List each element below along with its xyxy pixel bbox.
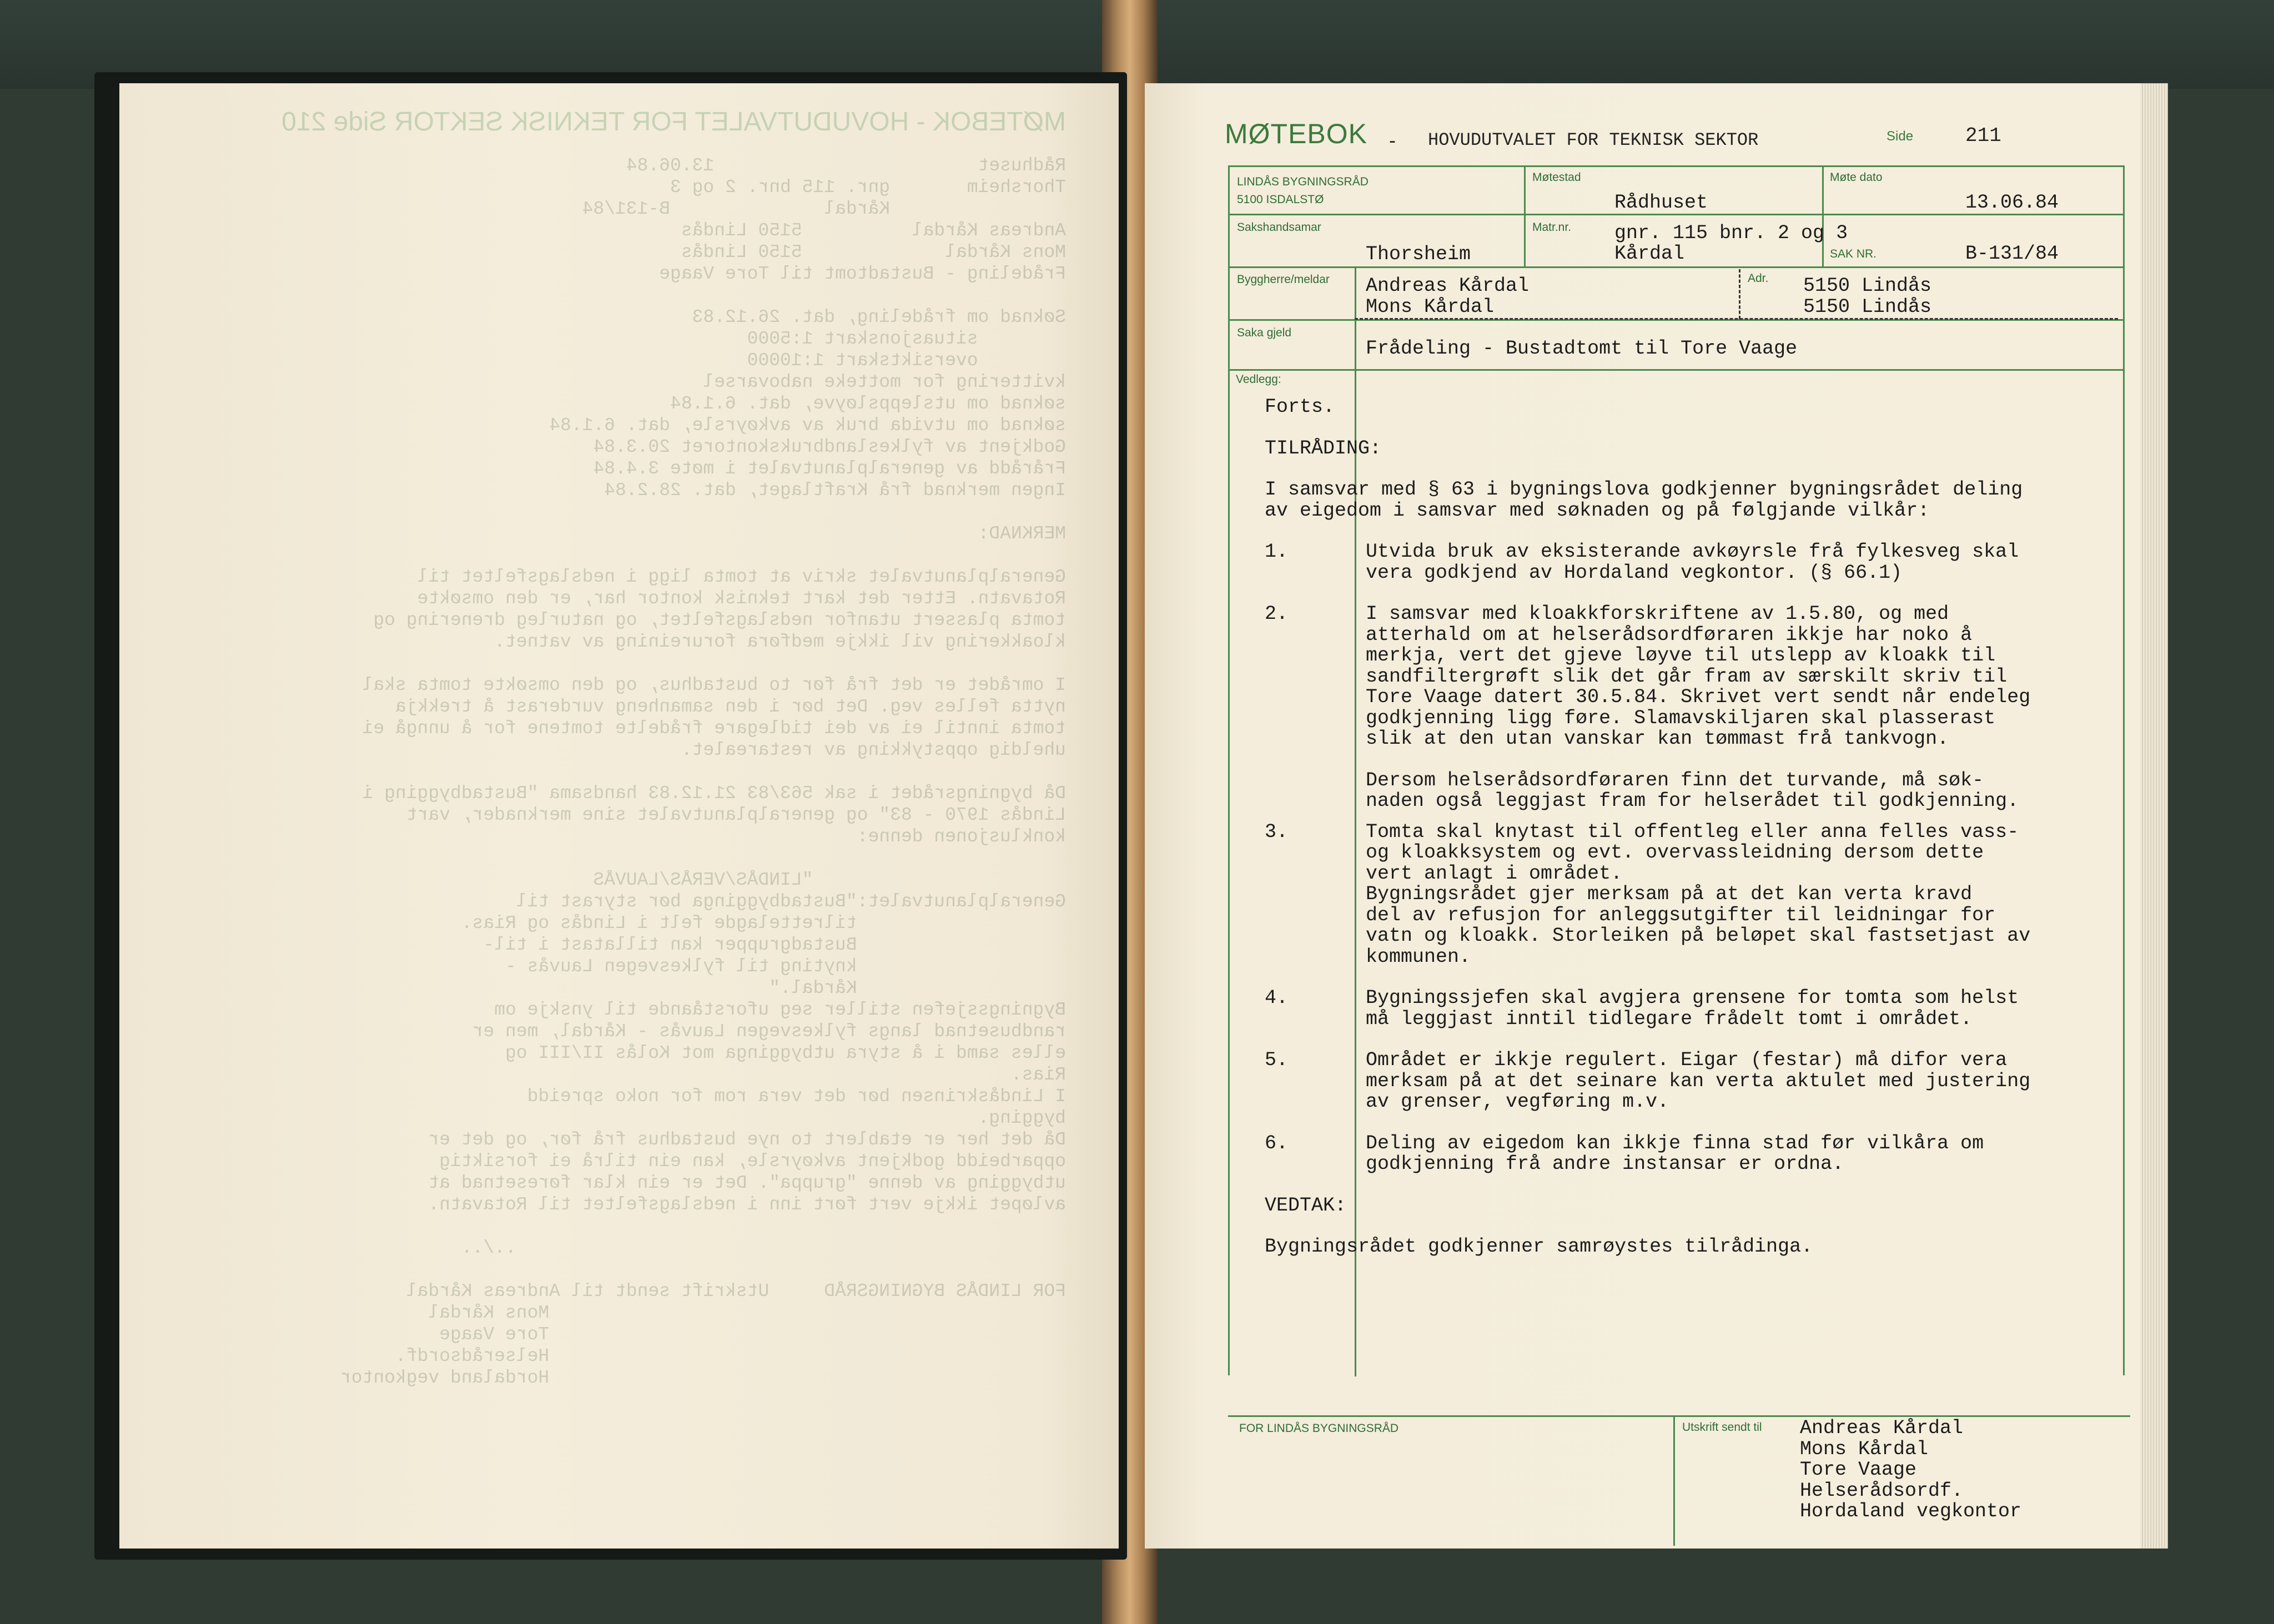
page-number: 211: [1965, 124, 2001, 147]
ghost-line: [155, 501, 1066, 523]
ghost-line: søknad om utvida bruk av avkøyrsle, dat. 6.1.84: [549, 415, 1066, 436]
ghost-line: tomta inntil ei av dei tidlegare frådelte tomtene for å unngå ei: [362, 718, 1066, 739]
ghost-line: Andreas Kårdal 5150 Lindås: [681, 220, 1066, 241]
ghost-line: Då bygningsrådet i sak 563/83 21.12.83 handsama "Bustadbygging i: [362, 783, 1066, 804]
recipient-item: Hordaland vegkontor: [1800, 1500, 2022, 1522]
decision-heading: VEDTAK:: [1265, 1194, 1347, 1217]
address-label: Adr.: [1748, 272, 1769, 285]
attachments-label: Vedlegg:: [1236, 373, 1281, 386]
ghost-line: Generalplanutvalet skriv at tomta ligg i nedslagsfeltet til: [417, 567, 1066, 587]
ghost-line: Frårådd av generalplanutvalet i møte 3.4.84: [593, 458, 1066, 479]
ghost-line: [155, 848, 1066, 869]
applicant-2: Mons Kårdal: [1366, 296, 1495, 318]
ghost-line: Kårdal.": [769, 978, 1066, 998]
ghost-line: Kårdal B-131/84: [582, 199, 1066, 219]
condition-1-text: Utvida bruk av eksisterande avkøyrsle frå fylkesveg skal vera godkjend av Hordaland vegkontor. (§ 66.1): [1366, 541, 2019, 584]
ghost-line: Tore Vaage: [439, 1324, 1066, 1345]
form-line-1: [1228, 214, 2123, 215]
ghost-line: konklusjonen denne:: [857, 826, 1066, 847]
ghost-line: kvittering for motteke nabovarsel: [703, 372, 1066, 392]
condition-6-number: 6.: [1265, 1132, 1289, 1154]
ghost-title: MØTEBOK - HOVUDUTVALET FOR TEKNISK SEKTOR Side 210: [281, 107, 1066, 137]
condition-2-extra: Dersom helserådsordføraren finn det turvande, må søk- naden også leggjast fram for helserådet til godkjenning.: [1366, 769, 2019, 812]
meeting-place-label: Møtestad: [1532, 171, 1581, 184]
applicant-1: Andreas Kårdal: [1366, 275, 1530, 297]
bleed-through-text: [155, 107, 1066, 1532]
recipient-item: Andreas Kårdal: [1800, 1417, 1964, 1439]
condition-2-text: I samsvar med kloakkforskriftene av 1.5.80, og med atterhald om at helserådsordføraren ikkje har noko å merkja, vert det gjeve løyve til utslepp av kloakk til sandfiltergrøft slik det går fram av særskilt skriv til Tore Vaage datert 30.5.84. Skrivet vert sendt når endeleg godkjenning ligg føre. Slamavskiljaren skal plasserast slik at den utan vanskar kan tømmast frå tankvogn.: [1366, 603, 2031, 750]
ghost-line: oversiktskart 1:10000: [747, 350, 1066, 371]
ghost-line: opparbeidd godkjent avkøyrsle, kan ein tilrå ei forsiktig: [439, 1151, 1066, 1172]
recipient-item: Mons Kårdal: [1800, 1438, 1929, 1460]
ghost-line: "LINDÅS/VERÅS/LAUVÅS: [593, 870, 1066, 890]
recommendation-intro: I samsvar med § 63 i bygningslova godkjenner bygningsrådet deling av eigedom i samsvar med søknaden og på følgjande vilkår:: [1265, 478, 2023, 522]
property-line1: gnr. 115 bnr. 2 og 3: [1614, 222, 1848, 244]
ghost-line: Godkjent av fylkeslandbrukskontoret 20.3.84: [593, 437, 1066, 457]
ghost-line: ../..: [461, 1238, 1066, 1258]
body-text: [1265, 397, 2097, 1258]
ghost-line: Hordaland vegkontor: [340, 1368, 1066, 1388]
case-officer-label: Sakshandsamar: [1237, 221, 1321, 234]
subject-label: Saka gjeld: [1237, 326, 1292, 339]
condition-4-number: 4.: [1265, 987, 1289, 1009]
ghost-line: Generalplanutvalet:"Bustadbygginga bør styrast til: [516, 891, 1066, 912]
ghost-line: [155, 285, 1066, 306]
recipient-list: [1800, 1418, 2021, 1522]
case-no-label: SAK NR.: [1830, 248, 1877, 260]
condition-5-text: Området er ikkje regulert. Eigar (festar) må difor vera merksam på at det seinare kan verta aktulet med justering av grenser, vegføring m.v.: [1366, 1049, 2031, 1113]
ghost-line: Då det her er etablert to nye bustadhus frå før, og det er: [428, 1129, 1066, 1150]
form-divider-2: [1822, 165, 1824, 266]
ghost-line: Rias.: [1010, 1065, 1066, 1085]
condition-5-number: 5.: [1265, 1049, 1289, 1071]
continued-marker: Forts.: [1265, 396, 1335, 418]
recommendation-heading: TILRÅDING:: [1265, 437, 1382, 460]
ghost-line: [155, 544, 1066, 566]
recipient-item: Helserådsordf.: [1800, 1479, 1964, 1502]
ghost-line: Rådhuset 13.06.84: [626, 155, 1066, 176]
ghost-line: avløpet ikkje vert ført inn i nedslagsfeltet til Rotavatn.: [428, 1194, 1066, 1215]
ghost-line: I Lindåskrinsen bør det vera rom for noko spreidd: [527, 1086, 1066, 1107]
ghost-line: Mons Kårdal: [428, 1303, 1066, 1323]
ghost-line: knyting til fylkesvegen Lauvås -: [505, 956, 1066, 977]
property-label: Matr.nr.: [1532, 221, 1572, 234]
page-label: Side: [1886, 129, 1914, 144]
condition-6-text: Deling av eigedom kan ikkje finna stad før vilkåra om godkjenning frå andre instansar er ordna.: [1366, 1132, 1984, 1175]
ghost-line: Thorsheim gnr. 115 bnr. 2 og 3: [670, 177, 1066, 198]
ghost-line: Frådeling - Bustadtomt til Tore Vaage: [659, 264, 1066, 284]
form-line-right: [2123, 165, 2125, 1375]
ghost-line: [155, 1216, 1066, 1237]
ghost-line: Rotavatn. Etter det kart teknisk kontor har, er den omsøkte: [417, 588, 1066, 609]
ghost-line: [155, 1259, 1066, 1280]
ghost-line: I området er det frå før to bustadhus, og den omsøkte tomta skal: [362, 675, 1066, 695]
form-line-2: [1228, 266, 2123, 268]
condition-5: [1265, 1050, 2097, 1113]
subject: Frådeling - Bustadtomt til Tore Vaage: [1366, 337, 1798, 360]
condition-3: [1265, 822, 2097, 968]
ghost-line: Søknad om frådeling, dat. 26.12.83: [692, 307, 1066, 327]
ghost-line: Helserådsordf.: [395, 1346, 1066, 1366]
meeting-place: Rådhuset: [1614, 191, 1708, 214]
org-address: 5100 ISDALSTØ: [1237, 193, 1324, 206]
form-line-left: [1228, 165, 1230, 1375]
ghost-line: bygging.: [978, 1108, 1066, 1128]
recipient-item: Tore Vaage: [1800, 1459, 1917, 1481]
condition-2: [1265, 604, 2097, 750]
ghost-line: nytta felles veg. Det bør i den samanheng vurderast å trekkja: [395, 697, 1066, 717]
ghost-line: Lindås 1970 - 83" og generalplanutvalet sine merknader, vart: [406, 805, 1066, 825]
condition-3-number: 3.: [1265, 820, 1289, 843]
condition-6: [1265, 1133, 2097, 1175]
ghost-line: randbusetnad langs fylkesvegen Lauvås - Kårdal, men er: [472, 1021, 1066, 1042]
form-line-top: [1228, 165, 2123, 167]
meeting-date: 13.06.84: [1965, 191, 2059, 214]
signature-label: FOR LINDÅS BYGNINGSRÅD: [1239, 1422, 1399, 1435]
ghost-line: FOR LINDÅS BYGNINGSRÅD Utskrift sendt til Andreas Kårdal: [406, 1281, 1066, 1302]
page-edges: [2140, 83, 2168, 1549]
ghost-line: kloakkering vil ikkje medføra forureining av vatnet.: [494, 632, 1066, 652]
header-separator: -: [1389, 129, 1396, 152]
condition-1-number: 1.: [1265, 541, 1289, 563]
footer-line: [1228, 1415, 2130, 1417]
address-2: 5150 Lindås: [1803, 296, 1932, 318]
ghost-line: [155, 653, 1066, 674]
header-subtitle: HOVUDUTVALET FOR TEKNISK SEKTOR: [1428, 130, 1759, 150]
form-divider-1: [1524, 165, 1526, 266]
condition-1: [1265, 542, 2097, 583]
case-no: B-131/84: [1965, 243, 2059, 265]
form-line-4: [1228, 369, 2123, 371]
ghost-line: Mons Kårdal 5150 Lindås: [681, 242, 1066, 263]
footer-divider: [1673, 1415, 1675, 1546]
condition-4-text: Bygningssjefen skal avgjera grensene for tomta som helst må leggjast inntil tidlegare frådelt tomt i området.: [1366, 987, 2019, 1030]
ghost-line: Ingen merknad frå Kraftlaget, dat. 28.2.84: [604, 480, 1066, 501]
meeting-date-label: Møte dato: [1830, 171, 1883, 184]
ghost-line: tomta plassert utanfor nedslagsfeltet, og naturleg drenering og: [373, 610, 1066, 631]
decision-text: Bygningsrådet godkjenner samrøystes tilrådinga.: [1265, 1235, 1813, 1258]
applicant-label: Byggherre/meldar: [1237, 273, 1330, 286]
ghost-lines: [155, 155, 1066, 1389]
condition-2-number: 2.: [1265, 603, 1289, 625]
property-line2: Kårdal: [1614, 243, 1685, 265]
ghost-line: Bustadgrupper kan tillatast i til-: [483, 935, 1066, 955]
copy-sent-label: Utskrift sendt til: [1682, 1421, 1762, 1434]
ghost-line: utbygging av denne "gruppa". Det er ein klar føresetnad at: [428, 1173, 1066, 1193]
ghost-line: uheldig oppstykking av restarealet.: [681, 740, 1066, 760]
condition-4: [1265, 988, 2097, 1030]
dashed-divider: [1739, 269, 1740, 319]
ghost-line: situasjonskart 1:5000: [747, 329, 1066, 349]
meeting-book-title: MØTEBOK: [1225, 118, 1368, 149]
ghost-line: tilrettelagde felt i Lindås og Rias.: [461, 913, 1066, 934]
ghost-line: søknad om utsleppsløyve, dat. 6.1.84: [670, 394, 1066, 414]
condition-3-text: Tomta skal knytast til offentleg eller anna felles vass- og kloakksystem og evt. overvassleidning dersom dette vert anlagt i området. Bygningsrådet gjer merksam på at det kan verta kravd del av refusjon for anleggsutgifter til leidningar for vatn og kloakk. Storleiken på beløpet skal fastsetjast av kommunen.: [1366, 820, 2031, 968]
case-officer: Thorsheim: [1366, 243, 1471, 265]
address-1: 5150 Lindås: [1803, 275, 1932, 297]
ghost-line: MERKNAD:: [978, 523, 1066, 544]
ghost-line: Bygningssjefen stiller seg uforståande til ynskje om: [494, 1000, 1066, 1020]
ghost-line: [155, 761, 1066, 783]
dashed-rule: [1355, 318, 2118, 320]
org-name: LINDÅS BYGNINGSRÅD: [1237, 175, 1369, 188]
ghost-line: elles samd i å styra utbygginga mot Kolås II/III og: [505, 1043, 1066, 1063]
